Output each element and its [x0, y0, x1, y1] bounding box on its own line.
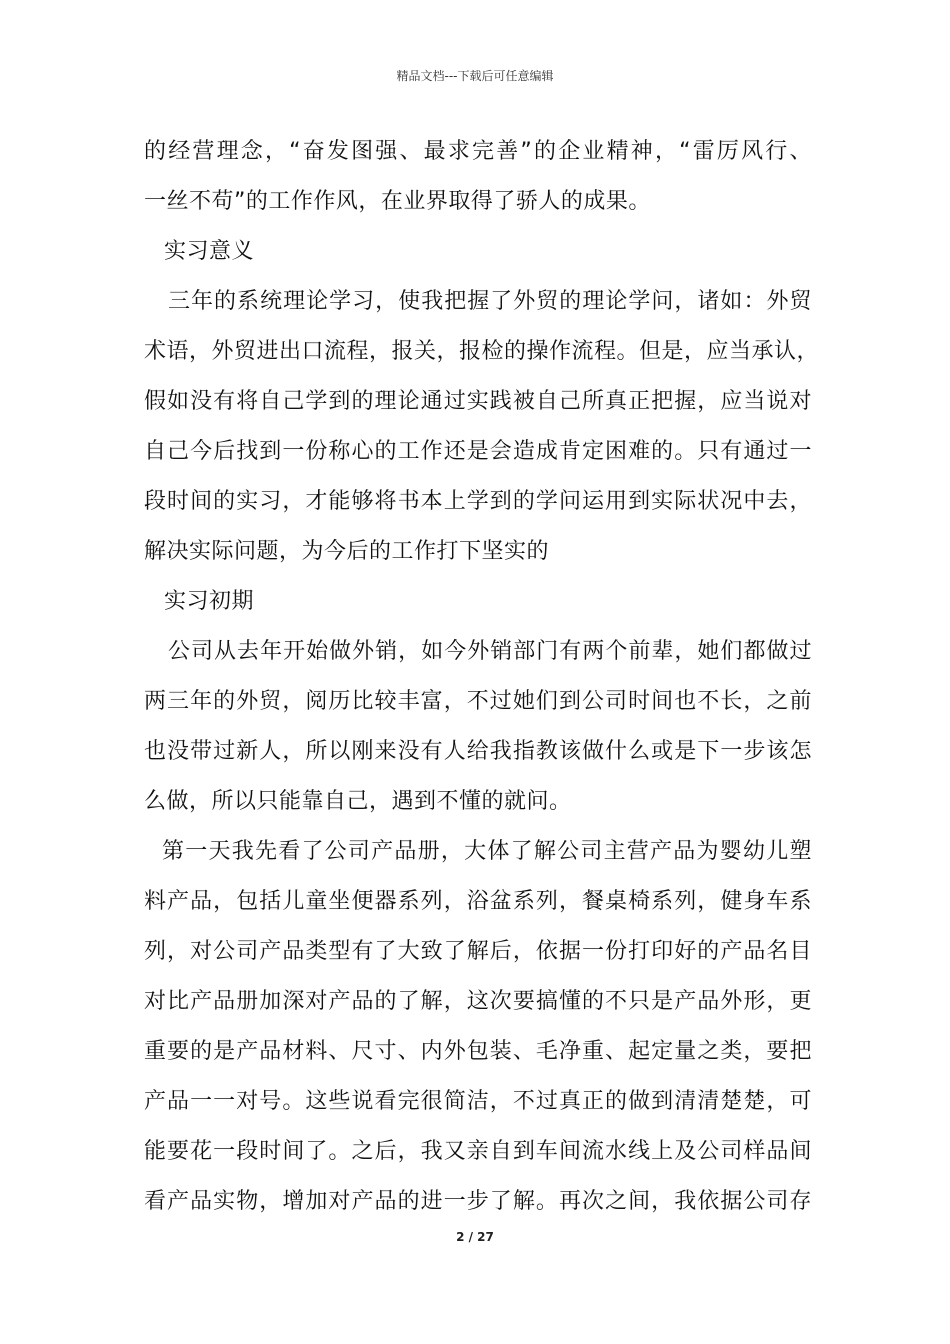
body-line: 解决实际问题，为今后的工作打下坚实的: [144, 539, 550, 564]
document-body: [144, 130, 820, 1230]
body-line: 产品一一对号。这些说看完很简洁，不过真正的做到清清楚楚，可: [144, 1089, 812, 1114]
body-line: 第一天我先看了公司产品册，大体了解公司主营产品为婴幼儿塑: [162, 839, 812, 864]
page-header: 精品文档---下载后可任意编辑: [396, 69, 554, 83]
body-line: 重要的是产品材料、尺寸、内外包装、毛净重、起定量之类，要把: [144, 1039, 812, 1064]
body-line: 能要花一段时间了。之后，我又亲自到车间流水线上及公司样品间: [144, 1139, 812, 1164]
body-line: 术语，外贸进出口流程，报关，报检的操作流程。但是，应当承认，: [144, 339, 820, 364]
page-number: 2 / 27: [456, 1230, 494, 1244]
body-line: 一丝不苟”的工作作风，在业界取得了骄人的成果。: [144, 189, 651, 214]
body-line: 看产品实物，增加对产品的进一步了解。再次之间，我依据公司存: [144, 1189, 812, 1214]
body-line: 两三年的外贸，阅历比较丰富，不过她们到公司时间也不长，之前: [144, 689, 812, 714]
section-heading: 实习意义: [164, 239, 255, 264]
body-line: 料产品，包括儿童坐便器系列，浴盆系列，餐桌椅系列，健身车系: [144, 889, 812, 914]
body-line: 的经营理念，“奋发图强、最求完善”的企业精神，“雷厉风行、: [144, 139, 812, 164]
body-line: 公司从去年开始做外销，如今外销部门有两个前辈，她们都做过: [168, 639, 812, 664]
body-line: 三年的系统理论学习，使我把握了外贸的理论学问，诸如：外贸: [168, 289, 812, 314]
body-line: 也没带过新人，所以刚来没有人给我指教该做什么或是下一步该怎: [144, 739, 812, 764]
body-line: 对比产品册加深对产品的了解，这次要搞懂的不只是产品外形，更: [144, 989, 812, 1014]
body-line: 自己今后找到一份称心的工作还是会造成肯定困难的。只有通过一: [144, 439, 812, 464]
body-line: 列，对公司产品类型有了大致了解后，依据一份打印好的产品名目: [144, 939, 812, 964]
body-line: 么做，所以只能靠自己，遇到不懂的就问。: [144, 789, 572, 814]
body-line: 段时间的实习，才能够将书本上学到的学问运用到实际状况中去，: [144, 489, 812, 514]
body-line: 假如没有将自己学到的理论通过实践被自己所真正把握，应当说对: [144, 389, 812, 414]
section-heading: 实习初期: [164, 589, 255, 614]
